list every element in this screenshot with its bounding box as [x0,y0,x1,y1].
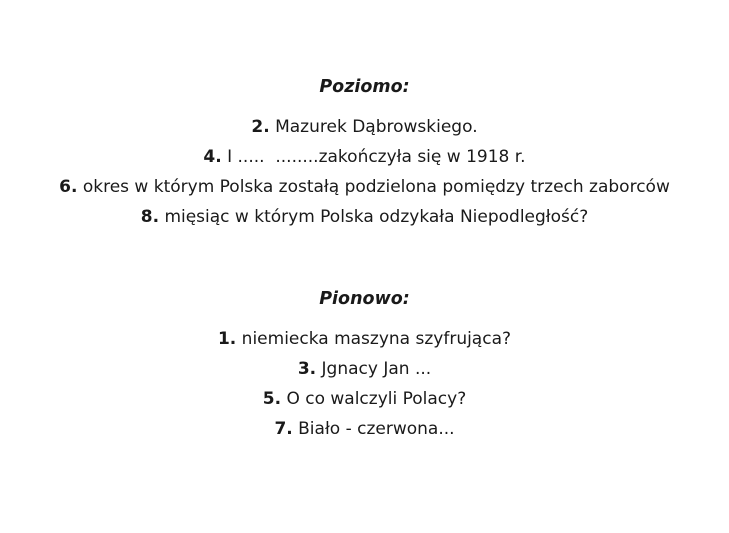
clue-number: 5. [262,389,282,409]
clue-text: mięsiąc w którym Polska odzykała Niepodległość? [164,207,589,227]
across-clue-2 [0,112,729,142]
clue-text: okres w którym Polska zostałą podzielona pomiędzy trzech zaborców [82,177,670,197]
clue-number: 3. [297,359,317,379]
clue-text: I ..... ........zakończyła się w 1918 r. [227,147,526,167]
down-heading: Pionowo: [319,289,410,309]
clue-number: 6. [59,177,78,197]
across-clue-4 [0,142,729,172]
clue-text: Biało - czerwona... [298,419,455,439]
down-section [0,288,729,444]
clue-text: Mazurek Dąbrowskiego. [275,117,478,137]
clue-number: 8. [140,207,160,227]
clue-number: 4. [203,147,222,167]
across-heading: Poziomo: [319,77,410,97]
down-clue-5 [0,384,729,414]
clue-number: 1. [217,329,237,349]
across-clue-6 [0,172,729,202]
clue-text: niemiecka maszyna szyfrująca? [241,329,512,349]
down-clue-7 [0,414,729,444]
down-clue-1 [0,324,729,354]
clue-text: O co walczyli Polacy? [286,389,467,409]
across-section [0,76,729,232]
across-clue-8 [0,202,729,232]
clue-number: 7. [274,419,293,439]
clue-text: Jgnacy Jan ... [321,359,432,379]
clue-number: 2. [251,117,270,137]
down-clue-3 [0,354,729,384]
